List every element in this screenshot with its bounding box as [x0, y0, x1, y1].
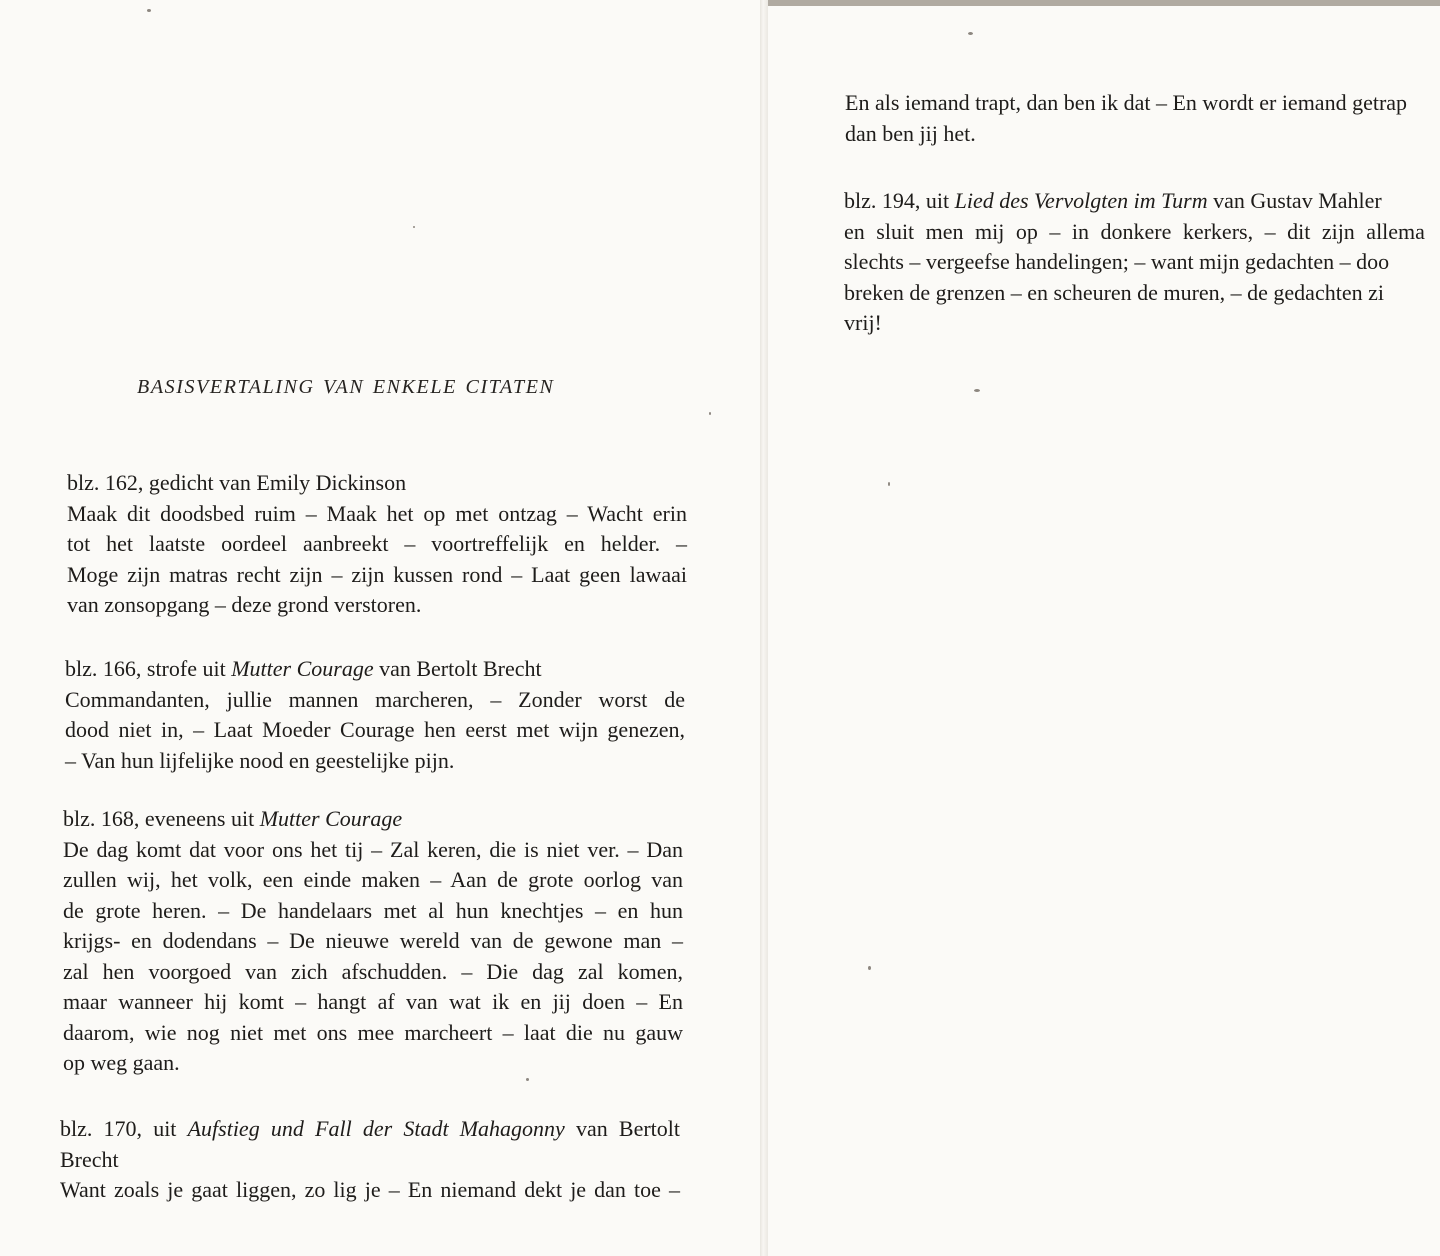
quote-reference	[60, 1114, 680, 1145]
paper-speck	[526, 1078, 529, 1081]
quote-line: en sluit men mij op – in donkere kerkers, – dit zijn allema	[844, 218, 1425, 244]
work-title: Mutter Courage	[231, 656, 374, 681]
quote-line: de grote heren. – De handelaars met al hun knechtjes – en hun	[63, 897, 683, 923]
quote-line: dan ben jij het.	[845, 120, 976, 146]
quote-reference	[63, 804, 683, 835]
quote-entry-mutter-courage-166	[65, 654, 685, 776]
paper-speck	[974, 389, 980, 392]
reference-suffix: van Bertolt	[564, 1116, 681, 1141]
paper-speck	[888, 482, 890, 486]
reference-suffix: van Bertolt Brecht	[373, 656, 542, 681]
quote-line: Maak dit doodsbed ruim – Maak het op met ontzag – Wacht erin	[67, 500, 687, 526]
quote-reference: blz. 162, gedicht van Emily Dickinson	[67, 470, 407, 495]
quote-entry-dickinson	[67, 468, 687, 621]
quote-line: Moge zijn matras recht zijn – zijn kussen rond – Laat geen lawaai	[67, 561, 687, 587]
work-title: Aufstieg und Fall der Stadt Mahagonny	[187, 1116, 565, 1141]
reference-prefix: blz. 170, uit	[60, 1116, 188, 1141]
quote-entry-mahagonny	[60, 1114, 680, 1206]
quote-line: tot het laatste oordeel aanbreekt – voortreffelijk en helder. –	[67, 531, 687, 556]
quote-line: zullen wij, het volk, een einde maken – Aan de grote oorlog van	[63, 867, 683, 892]
book-gutter	[760, 0, 768, 1256]
quote-line: zal hen voorgoed van zich afschudden. – Die dag zal komen,	[63, 958, 683, 984]
page-heading: BASISVERTALING VAN ENKELE CITATEN	[137, 376, 555, 398]
quote-entry-mahler	[844, 186, 1440, 339]
quote-line: – Van hun lijfelijke nood en geestelijke pijn.	[65, 747, 455, 773]
paper-speck	[147, 9, 151, 12]
right-page	[768, 0, 1440, 1256]
work-title: Lied des Vervolgten im Turm	[954, 188, 1208, 213]
quote-line: dood niet in, – Laat Moeder Courage hen eerst met wijn genezen,	[65, 717, 685, 742]
quote-reference	[844, 186, 1440, 217]
quote-reference	[65, 654, 685, 685]
quote-line: daarom, wie nog niet met ons mee marcheert – laat die nu gauw	[63, 1019, 683, 1045]
quote-line: Want zoals je gaat liggen, zo lig je – En niemand dekt je dan toe –	[60, 1177, 680, 1202]
quote-line: vrij!	[844, 310, 882, 335]
reference-prefix: blz. 194, uit	[844, 188, 955, 213]
work-title: Mutter Courage	[259, 806, 403, 831]
quote-line: Commandanten, jullie mannen marcheren, – Zonder worst de	[65, 686, 685, 712]
reference-suffix: van Gustav Mahler	[1207, 188, 1382, 213]
quote-line: En als iemand trapt, dan ben ik dat – En wordt er iemand getrap	[845, 90, 1408, 115]
reference-prefix: blz. 168, eveneens uit	[63, 806, 260, 831]
paper-speck	[709, 412, 711, 415]
paper-speck	[868, 966, 871, 970]
quote-line: De dag komt dat voor ons het tij – Zal keren, die is niet ver. – Dan	[63, 836, 683, 862]
paper-speck	[968, 32, 973, 35]
reference-prefix: blz. 166, strofe uit	[65, 656, 232, 681]
quote-continuation	[845, 88, 1440, 149]
quote-line: breken de grenzen – en scheuren de muren, – de gedachten zi	[844, 279, 1384, 305]
quote-line: van zonsopgang – deze grond verstoren.	[67, 592, 422, 617]
quote-line: maar wanneer hij komt – hangt af van wat ik en jij doen – En	[63, 989, 683, 1014]
paper-speck	[413, 226, 415, 228]
quote-reference-continued: Brecht	[60, 1146, 119, 1172]
quote-line: op weg gaan.	[63, 1050, 180, 1075]
quote-line: krijgs- en dodendans – De nieuwe wereld van de gewone man –	[63, 928, 683, 953]
quote-line: slechts – vergeefse handelingen; – want mijn gedachten – doo	[844, 249, 1390, 274]
quote-entry-mutter-courage-168	[63, 804, 683, 1079]
